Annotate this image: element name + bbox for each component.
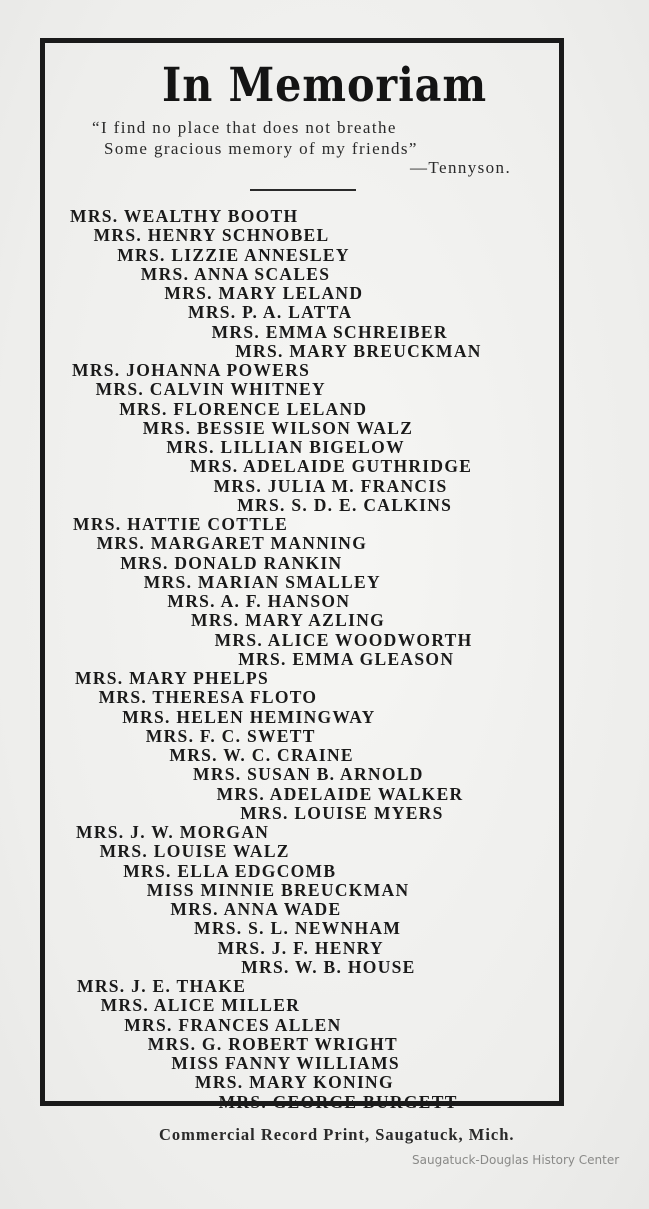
memorial-name: MRS. HENRY SCHNOBEL	[93, 225, 330, 246]
printer-credit: Commercial Record Print, Saugatuck, Mich.	[159, 1125, 515, 1144]
memorial-name: MRS. EMMA GLEASON	[238, 648, 455, 669]
memorial-name: MRS. ANNA SCALES	[140, 263, 331, 284]
watermark-text: Saugatuck-Douglas History Center	[412, 1153, 620, 1167]
memorial-name: MRS. MARIAN SMALLEY	[143, 571, 381, 592]
memorial-name: MRS. ADELAIDE GUTHRIDGE	[190, 456, 473, 477]
memorial-name: MRS. WEALTHY BOOTH	[70, 206, 299, 226]
memorial-name: MRS. MARY LELAND	[164, 283, 364, 303]
memorial-name: MRS. ALICE WOODWORTH	[214, 629, 473, 650]
memorial-name: MRS. MARGARET MANNING	[96, 533, 368, 554]
memorial-name: MRS. ANNA WADE	[170, 899, 342, 919]
memorial-name: MRS. THERESA FLOTO	[98, 687, 318, 708]
memorial-name: MRS. BESSIE WILSON WALZ	[142, 417, 414, 438]
memorial-name: MRS. J. F. HENRY	[217, 937, 384, 958]
memorial-name: MRS. P. A. LATTA	[188, 302, 353, 323]
memorial-name: MISS FANNY WILLIAMS	[171, 1053, 400, 1073]
memorial-name: MRS. FLORENCE LELAND	[119, 398, 368, 419]
memorial-name: MRS. MARY BREUCKMAN	[235, 340, 482, 361]
memorial-name: MRS. F. C. SWETT	[145, 725, 316, 746]
memorial-name: MRS. JULIA M. FRANCIS	[213, 475, 448, 496]
memorial-name: MRS. A. F. HANSON	[167, 591, 351, 611]
quote-line-1: “I find no place that does not breathe	[92, 118, 397, 137]
memorial-name: MRS. HELEN HEMINGWAY	[122, 706, 376, 727]
memorial-name: MRS. S. D. E. CALKINS	[237, 494, 453, 515]
memorial-name: MRS. MARY AZLING	[191, 610, 386, 631]
memorial-name: MRS. HATTIE COTTLE	[73, 514, 289, 534]
memorial-name: MRS. EMMA SCHREIBER	[211, 321, 448, 342]
memorial-name: MRS. G. ROBERT WRIGHT	[147, 1033, 398, 1054]
memorial-name: MRS. ELLA EDGCOMB	[123, 860, 337, 881]
memorial-name: MRS. MARY PHELPS	[75, 668, 270, 688]
memorial-name: MRS. ADELAIDE WALKER	[216, 783, 464, 804]
memorial-name: MRS. GEORGE BURGETT	[218, 1091, 458, 1112]
memorial-name: MRS. W. C. CRAINE	[169, 745, 354, 765]
quote-attribution: —Tennyson.	[410, 158, 512, 177]
memorial-name: MRS. S. L. NEWNHAM	[194, 918, 402, 939]
memorial-name: MRS. MARY KONING	[195, 1072, 394, 1093]
memorial-name: MRS. SUSAN B. ARNOLD	[193, 764, 424, 785]
divider-rule	[250, 189, 356, 191]
memorial-name: MRS. J. E. THAKE	[77, 976, 247, 996]
memorial-name: MRS. CALVIN WHITNEY	[95, 379, 326, 400]
memorial-name: MISS MINNIE BREUCKMAN	[146, 879, 410, 900]
page-title: In Memoriam	[161, 58, 488, 113]
memorial-name: MRS. W. B. HOUSE	[241, 956, 416, 977]
quote-line-2: Some gracious memory of my friends”	[104, 139, 418, 158]
memorial-name: MRS. LOUISE MYERS	[240, 802, 444, 823]
memorial-name: MRS. ALICE MILLER	[100, 995, 301, 1016]
memorial-name: MRS. LOUISE WALZ	[99, 841, 290, 862]
memorial-name: MRS. LIZZIE ANNESLEY	[117, 244, 350, 265]
memorial-name: MRS. J. W. MORGAN	[76, 822, 270, 842]
memorial-name: MRS. FRANCES ALLEN	[124, 1014, 342, 1035]
memorial-name: MRS. LILLIAN BIGELOW	[166, 437, 405, 457]
memorial-name: MRS. JOHANNA POWERS	[72, 360, 311, 380]
memorial-name: MRS. DONALD RANKIN	[120, 552, 343, 573]
